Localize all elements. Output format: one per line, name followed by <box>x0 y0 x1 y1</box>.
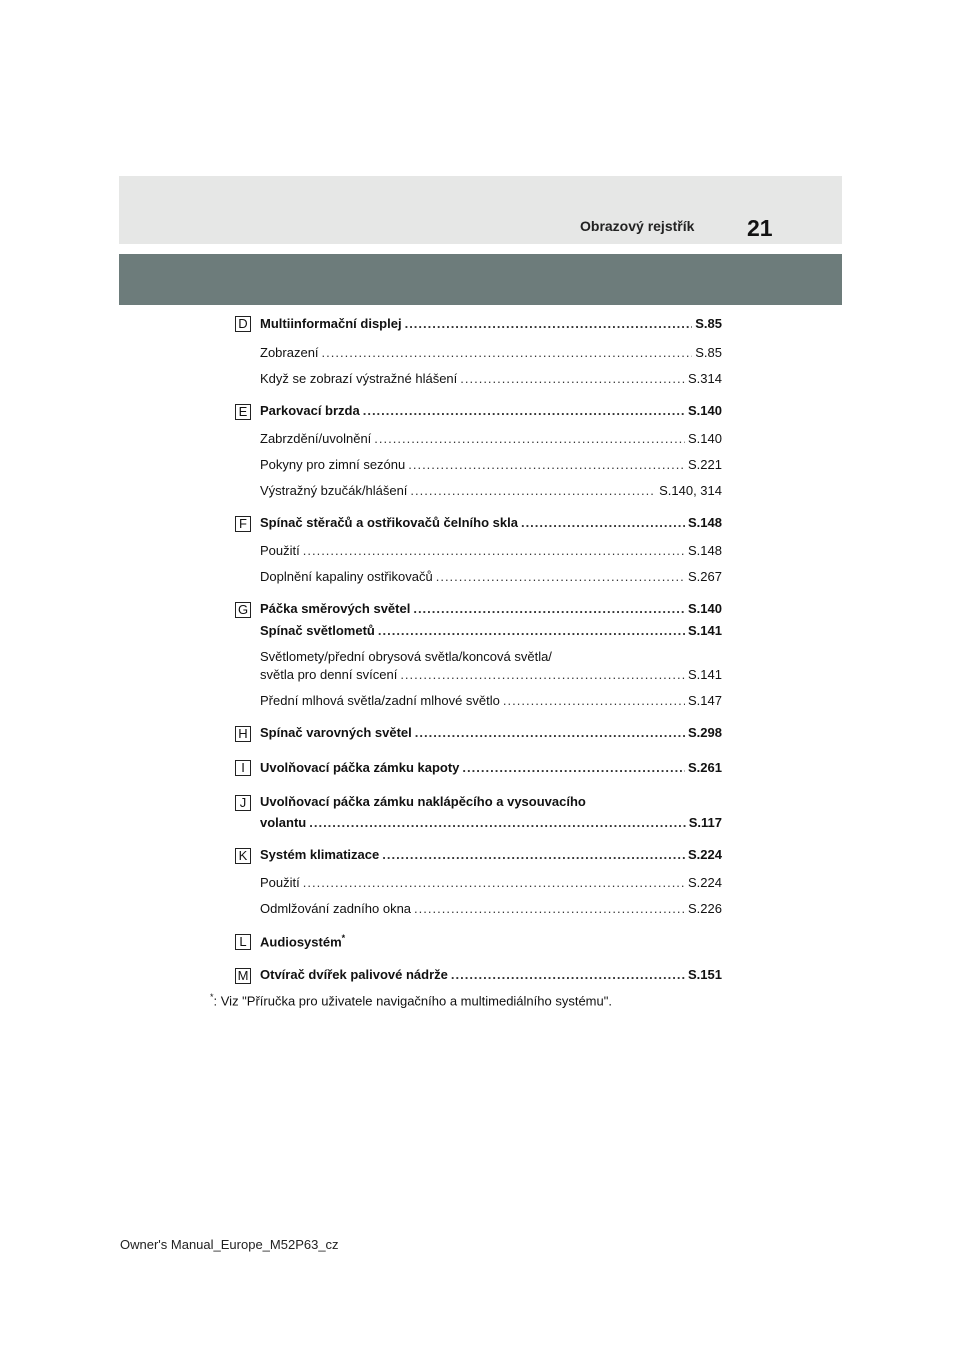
entry-label: Odmlžování zadního okna <box>260 901 412 916</box>
index-entry[interactable] <box>260 483 722 501</box>
index-entry[interactable] <box>260 316 722 334</box>
leader-dots <box>378 623 685 638</box>
index-entry[interactable] <box>260 623 722 641</box>
entry-label: Uvolňovací páčka zámku kapoty <box>260 760 460 775</box>
leader-dots <box>303 875 685 890</box>
index-letter-m: M <box>235 968 251 984</box>
entry-page: S.85 <box>695 345 722 360</box>
entry-label: Doplnění kapaliny ostřikovačů <box>260 569 433 584</box>
index-entry[interactable] <box>260 371 722 389</box>
leader-dots <box>374 431 685 446</box>
entry-label: Multiinformační displej <box>260 316 402 331</box>
leader-dots <box>410 483 656 498</box>
entry-page: S.85 <box>695 316 722 331</box>
index-entry[interactable] <box>260 967 722 985</box>
index-entry[interactable] <box>260 569 722 587</box>
entry-page: S.140, 314 <box>659 483 722 498</box>
entry-label-line1: Světlomety/přední obrysová světla/koncová světla/ <box>260 649 552 664</box>
leader-dots <box>415 725 685 740</box>
entry-label: Audiosystém <box>260 934 342 950</box>
index-entry[interactable] <box>260 875 722 893</box>
leader-dots <box>414 901 685 916</box>
entry-label: Pokyny pro zimní sezónu <box>260 457 406 472</box>
footnote-mark: * <box>341 933 346 943</box>
entry-label: Systém klimatizace <box>260 847 380 862</box>
footer-manual-id: Owner's Manual_Europe_M52P63_cz <box>120 1237 339 1252</box>
leader-dots <box>382 847 685 862</box>
entry-page: S.224 <box>688 847 722 862</box>
index-entry[interactable] <box>260 901 722 919</box>
leader-dots <box>405 316 693 331</box>
index-entry[interactable] <box>260 515 722 533</box>
entry-page: S.147 <box>688 693 722 708</box>
index-letter-g: G <box>235 602 251 618</box>
footnote-mark: * <box>210 992 214 1002</box>
index-entry[interactable] <box>260 457 722 475</box>
entry-label: Když se zobrazí výstražné hlášení <box>260 371 458 386</box>
entry-page: S.140 <box>688 431 722 446</box>
entry-label: Výstražný bzučák/hlášení <box>260 483 408 498</box>
entry-label: Parkovací brzda <box>260 403 360 418</box>
entry-label-line1: Uvolňovací páčka zámku naklápěcího a vysouvacího <box>260 794 586 809</box>
entry-page: S.140 <box>688 403 722 418</box>
leader-dots <box>363 403 685 418</box>
leader-dots <box>400 667 685 682</box>
entry-page: S.141 <box>688 623 722 638</box>
page-number: 21 <box>747 215 773 241</box>
entry-page: S.141 <box>688 667 722 682</box>
index-letter-h: H <box>235 726 251 742</box>
leader-dots <box>503 693 685 708</box>
entry-page: S.267 <box>688 569 722 584</box>
entry-label: Spínač varovných světel <box>260 725 412 740</box>
entry-label: Zabrzdění/uvolnění <box>260 431 372 446</box>
entry-page: S.314 <box>688 371 722 386</box>
footnote <box>210 992 612 1008</box>
index-entry[interactable] <box>260 667 722 685</box>
entry-page: S.148 <box>688 515 722 530</box>
entry-page: S.117 <box>688 815 722 830</box>
index-letter-j: J <box>235 795 251 811</box>
index-letter-f: F <box>235 516 251 532</box>
index-entry[interactable] <box>260 847 722 865</box>
leader-dots <box>413 601 685 616</box>
entry-page: S.221 <box>688 457 722 472</box>
entry-page: S.148 <box>688 543 722 558</box>
leader-dots <box>408 457 685 472</box>
entry-label: Použití <box>260 543 300 558</box>
index-letter-l: L <box>235 934 251 950</box>
entry-page: S.140 <box>688 601 722 616</box>
leader-dots <box>451 967 685 982</box>
index-entry[interactable] <box>260 403 722 421</box>
leader-dots <box>460 371 685 386</box>
index-entry[interactable] <box>260 601 722 619</box>
entry-page: S.226 <box>688 901 722 916</box>
leader-dots <box>322 345 693 360</box>
entry-label: Spínač stěračů a ostřikovačů čelního skla <box>260 515 518 530</box>
index-letter-e: E <box>235 404 251 420</box>
entry-label: Zobrazení <box>260 345 319 360</box>
entry-label: Použití <box>260 875 300 890</box>
entry-page: S.151 <box>688 967 722 982</box>
index-entry[interactable] <box>260 543 722 561</box>
footnote-text: : Viz "Příručka pro uživatele navigačního a multimediálního systému". <box>213 993 612 1009</box>
index-entry[interactable] <box>260 725 722 743</box>
entry-label: volantu <box>260 815 307 830</box>
index-entry[interactable] <box>260 693 722 711</box>
leader-dots <box>436 569 685 584</box>
entry-label: Spínač světlometů <box>260 623 375 638</box>
index-entry[interactable] <box>260 933 345 949</box>
leader-dots <box>521 515 685 530</box>
entry-label: Otvírač dvířek palivové nádrže <box>260 967 448 982</box>
index-letter-d: D <box>235 316 251 332</box>
leader-dots <box>462 760 685 775</box>
entry-page: S.298 <box>688 725 722 740</box>
index-letter-i: I <box>235 760 251 776</box>
entry-page: S.224 <box>688 875 722 890</box>
leader-dots <box>309 815 686 830</box>
entry-page: S.261 <box>688 760 722 775</box>
leader-dots <box>303 543 685 558</box>
entry-label: Páčka směrových světel <box>260 601 411 616</box>
index-entry[interactable] <box>260 760 722 778</box>
index-letter-k: K <box>235 848 251 864</box>
index-entry[interactable] <box>260 815 722 833</box>
index-entry[interactable] <box>260 345 722 363</box>
entry-label: Přední mlhová světla/zadní mlhové světlo <box>260 693 500 708</box>
section-title: Obrazový rejstřík <box>580 218 695 234</box>
index-entry[interactable] <box>260 431 722 449</box>
entry-label: světla pro denní svícení <box>260 667 398 682</box>
